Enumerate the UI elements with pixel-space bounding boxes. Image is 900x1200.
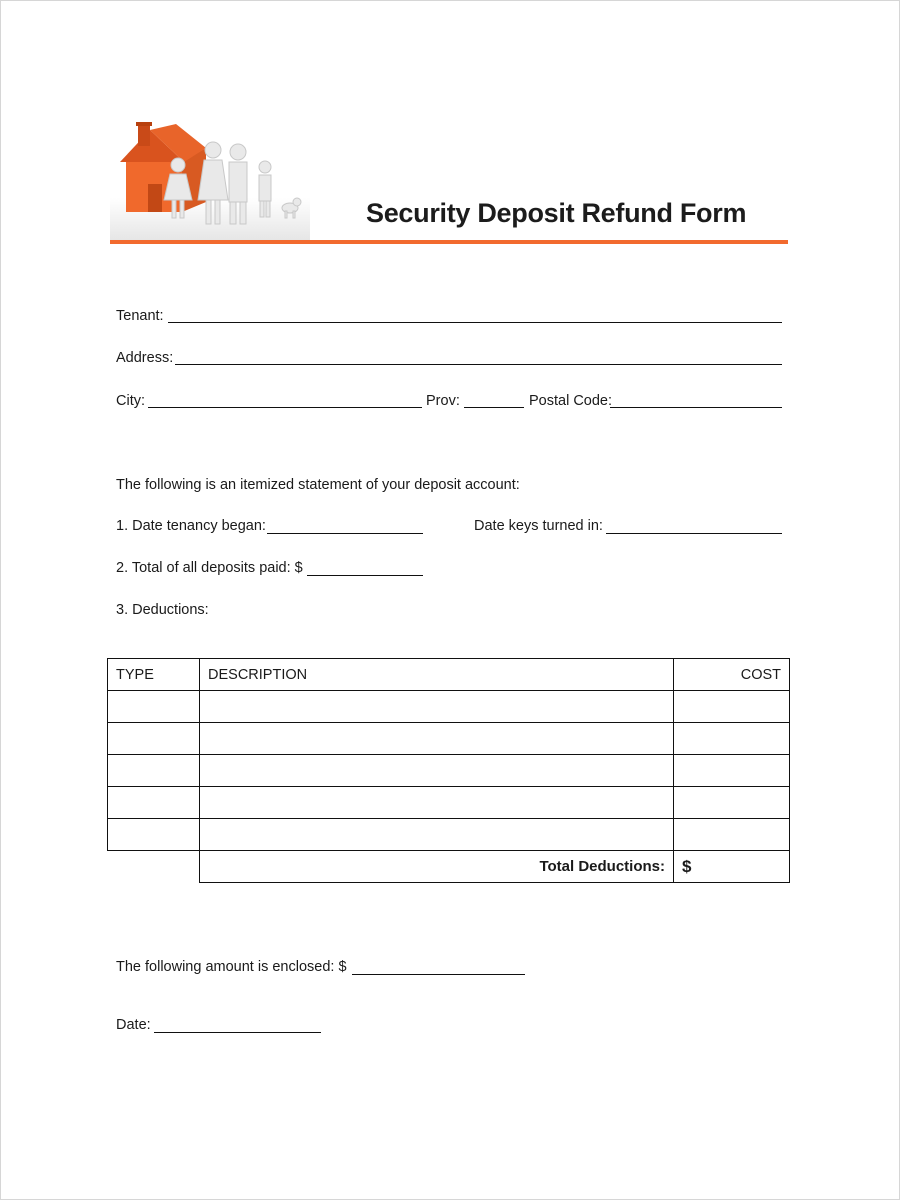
blank-cell [108, 851, 200, 883]
type-cell[interactable] [108, 787, 200, 819]
column-header-type: TYPE [108, 659, 200, 691]
postal-code-field[interactable] [610, 407, 782, 408]
description-cell[interactable] [200, 723, 674, 755]
cost-cell[interactable] [674, 755, 790, 787]
total-deductions-label: Total Deductions: [200, 851, 674, 883]
description-cell[interactable] [200, 755, 674, 787]
cost-cell[interactable] [674, 787, 790, 819]
table-row [108, 691, 790, 723]
keys-returned-field[interactable] [606, 533, 782, 534]
description-cell[interactable] [200, 787, 674, 819]
date-field[interactable] [154, 1032, 321, 1033]
type-cell[interactable] [108, 691, 200, 723]
title-divider [110, 240, 788, 244]
description-cell[interactable] [200, 691, 674, 723]
type-cell[interactable] [108, 755, 200, 787]
table-header-row [108, 659, 790, 691]
page-title: Security Deposit Refund Form [366, 198, 747, 228]
statement-intro: The following is an itemized statement of your deposit account: [116, 477, 520, 493]
date-label: Date: [116, 1017, 151, 1033]
table-row [108, 755, 790, 787]
type-cell[interactable] [108, 819, 200, 851]
tenant-label: Tenant: [116, 308, 164, 324]
table-row [108, 787, 790, 819]
deductions-table [107, 658, 790, 883]
deposits-paid-label: 2. Total of all deposits paid: $ [116, 560, 303, 576]
table-row [108, 819, 790, 851]
prov-label: Prov: [426, 393, 460, 409]
description-cell[interactable] [200, 819, 674, 851]
prov-field[interactable] [464, 407, 524, 408]
tenant-field[interactable] [168, 322, 782, 323]
cost-cell[interactable] [674, 819, 790, 851]
house-family-icon [110, 98, 310, 240]
city-field[interactable] [148, 407, 422, 408]
address-label: Address: [116, 350, 174, 366]
deductions-label: 3. Deductions: [116, 602, 209, 618]
total-row [108, 851, 790, 883]
column-header-cost: COST [674, 659, 790, 691]
tenancy-start-label: 1. Date tenancy began: [116, 518, 266, 534]
keys-returned-label: Date keys turned in: [474, 518, 603, 534]
postal-code-label: Postal Code: [529, 393, 613, 409]
total-deductions-field[interactable]: $ [674, 851, 790, 883]
cost-cell[interactable] [674, 723, 790, 755]
cost-cell[interactable] [674, 691, 790, 723]
amount-enclosed-field[interactable] [352, 974, 525, 975]
city-label: City: [116, 393, 145, 409]
tenancy-start-field[interactable] [267, 533, 423, 534]
table-row [108, 723, 790, 755]
amount-enclosed-label: The following amount is enclosed: $ [116, 959, 347, 975]
address-field[interactable] [175, 364, 782, 365]
type-cell[interactable] [108, 723, 200, 755]
deposits-paid-field[interactable] [307, 575, 423, 576]
column-header-description: DESCRIPTION [200, 659, 674, 691]
